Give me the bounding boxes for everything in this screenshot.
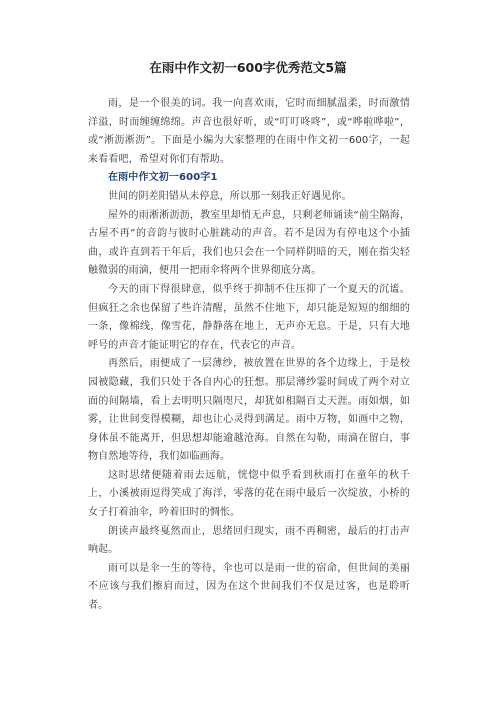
body-paragraph: 世间的阴差阳错从未停息，所以那一刻我正好遇见你。 [108, 190, 352, 202]
body-paragraph: 雨可以是伞一生的等待，伞也可以是雨一世的宿命，但世间的美丽不应该与我们擦肩而过，因为在这个世间我们不仅是过客，也是聆听者。 [88, 562, 410, 612]
body-paragraph: 今天的雨下得很肆意，似乎终于抑制不住压抑了一个夏天的沉谧。但疯狂之余也保留了些许清醒，虽然不住地下，却只能是短短的细细的一条，像棉线，像雪花，静静落在地上，无声亦无息。于是，只有大地呼号的声音才能证明它的存在，代表它的声音。 [88, 283, 410, 351]
intro-paragraph: 雨，是一个很美的词。我一向喜欢雨，它时而细腻温柔，时而激情洋溢，时而缠缠绵绵。声音也很好听，或“叮叮咚咚”，或“哗啦哗啦”，或“淅沥淅沥”。下面是小编为大家整理的在雨中作文初一600字，一起来看看吧，希望对你们有帮助。 [88, 98, 410, 165]
document-title: 在雨中作文初一600字优秀范文5篇 [149, 60, 347, 75]
body-paragraph: 屋外的雨淅淅沥沥，教室里却悄无声息，只剩老师诵读“前尘隔海，古屋不再”的音韵与彼时心脏跳动的声音。若不是因为有停电这个小插曲，或许直到若干年后，我们也只会在一个同样阴暗的天，刚在指尖轻触微弱的雨滴，便用一把雨伞将两个世界彻底分离。 [88, 209, 410, 277]
body-paragraph: 朗读声最终戛然而止，思绪回归现实，雨不再稠密，最后的打击声响起。 [88, 525, 410, 556]
body-paragraph: 这时思绪便随着雨去远航，恍惚中似乎看到秋雨打在童年的秋千上，小溪被雨逗得笑成了海洋，零落的花在雨中最后一次绽放，小桥的女子打着油伞，吟着旧时的惆怅。 [88, 469, 410, 519]
document-body [88, 95, 410, 616]
body-paragraph: 再然后，雨便成了一层薄纱，被放置在世界的各个边缘上，于是校园被隐藏，我们只处于各自内心的狂想。那层薄纱霎时间成了两个对立面的间隔墙，看上去明明只隔咫尺，却犹如相隔百丈天涯。雨如烟，如雾，让世间变得模糊，却也让心灵得到满足。雨中万物，如画中之物，身体虽不能离开，但思想却能逾越沧海。自然在勾勒，雨滴在留白，事物自然地等待，我们如临画海。 [88, 358, 410, 463]
section-heading: 在雨中作文初一600字1 [108, 172, 218, 184]
